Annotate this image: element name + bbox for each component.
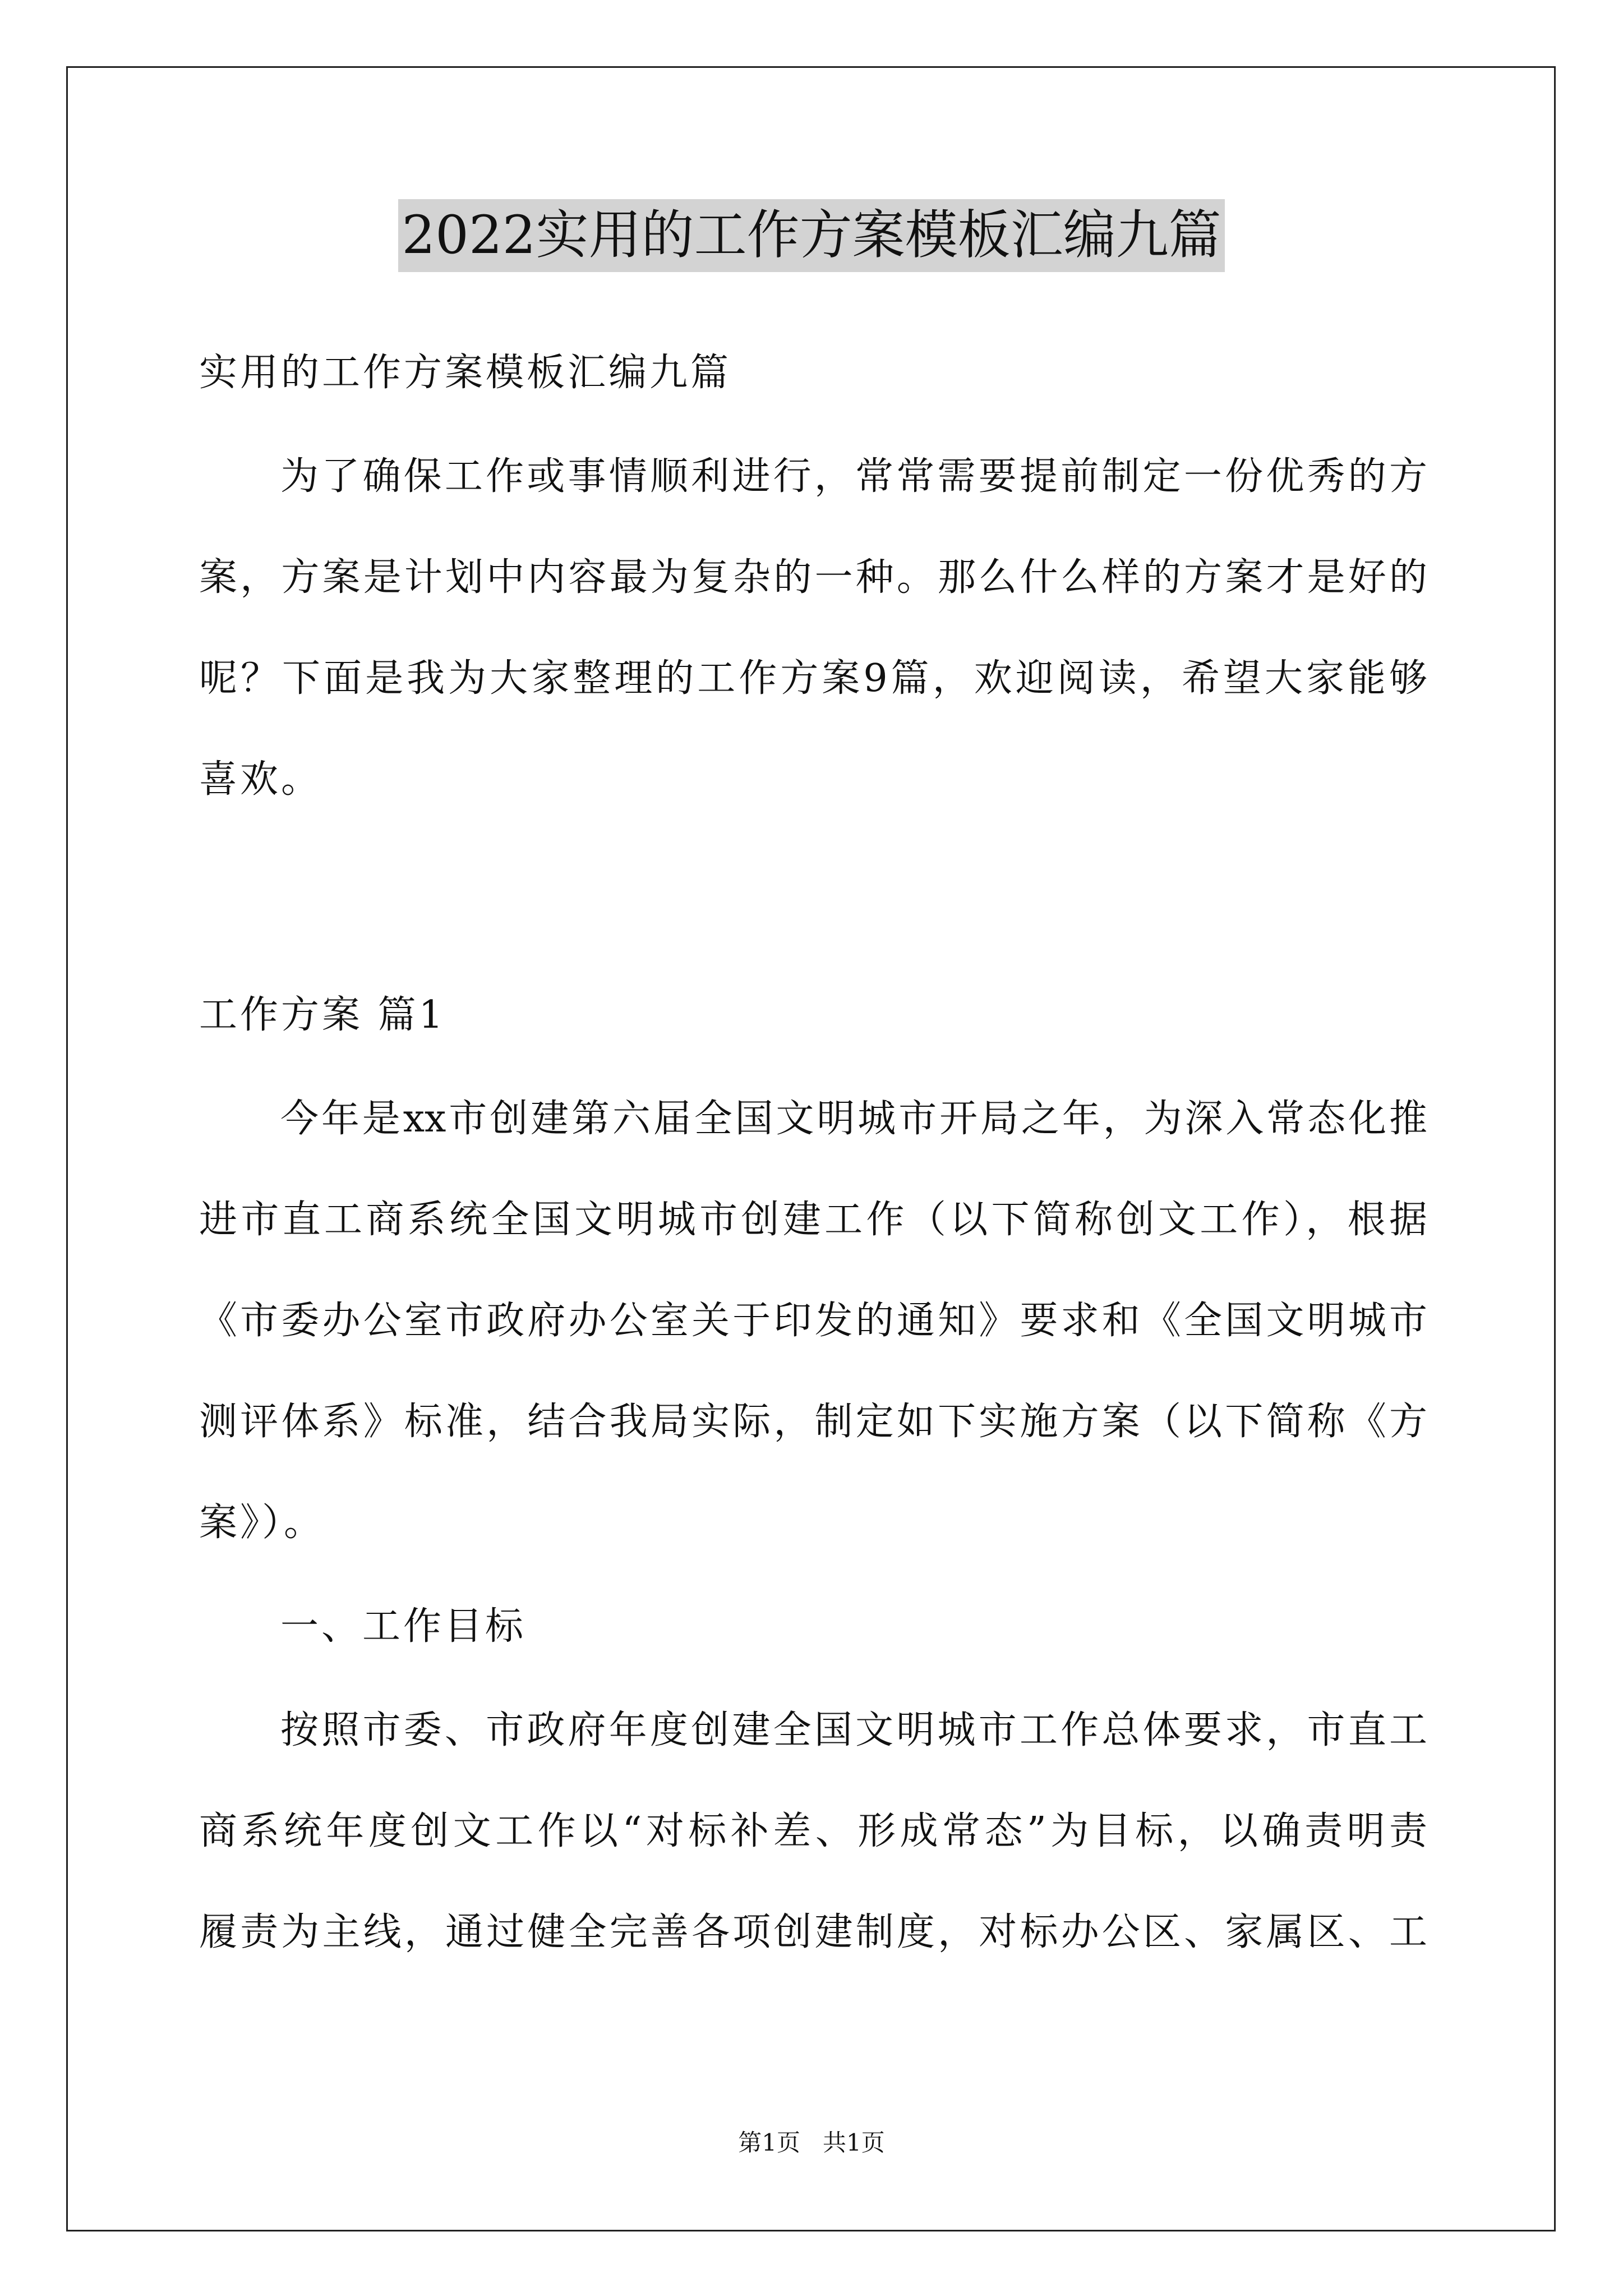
section-line-4: 测评体系》标准，结合我局实际，制定如下实施方案（以下简称《方: [199, 1400, 1427, 1444]
intro-line-4: 喜欢。: [199, 757, 322, 802]
document-subtitle: 实用的工作方案模板汇编九篇: [199, 351, 732, 395]
goal-heading: 一、工作目标: [280, 1604, 527, 1649]
section-line-1: 今年是xx市创建第六届全国文明城市开局之年，为深入常态化推: [280, 1097, 1427, 1141]
intro-line-1: 为了确保工作或事情顺利进行，常常需要提前制定一份优秀的方: [280, 454, 1427, 499]
page-number: 第1页 共1页: [738, 2129, 885, 2156]
goal-line-2: 商系统年度创文工作以“对标补差、形成常态”为目标，以确责明责: [199, 1809, 1427, 1853]
intro-line-2: 案，方案是计划中内容最为复杂的一种。那么什么样的方案才是好的: [199, 555, 1427, 600]
section-line-2: 进市直工商系统全国文明城市创建工作（以下简称创文工作），根据: [199, 1198, 1427, 1242]
goal-line-3: 履责为主线，通过健全完善各项创建制度，对标办公区、家属区、工: [199, 1910, 1427, 1954]
document-title: 2022实用的工作方案模板汇编九篇: [398, 199, 1224, 272]
goal-line-1: 按照市委、市政府年度创建全国文明城市工作总体要求，市直工: [280, 1708, 1427, 1752]
section-heading: 工作方案 篇1: [199, 993, 446, 1037]
title-container: [0, 199, 1623, 272]
section-line-3: 《市委办公室市政府办公室关于印发的通知》要求和《全国文明城市: [199, 1299, 1427, 1343]
intro-line-3: 呢？下面是我为大家整理的工作方案9篇，欢迎阅读，希望大家能够: [199, 656, 1427, 701]
section-line-5: 案》）。: [199, 1501, 325, 1545]
